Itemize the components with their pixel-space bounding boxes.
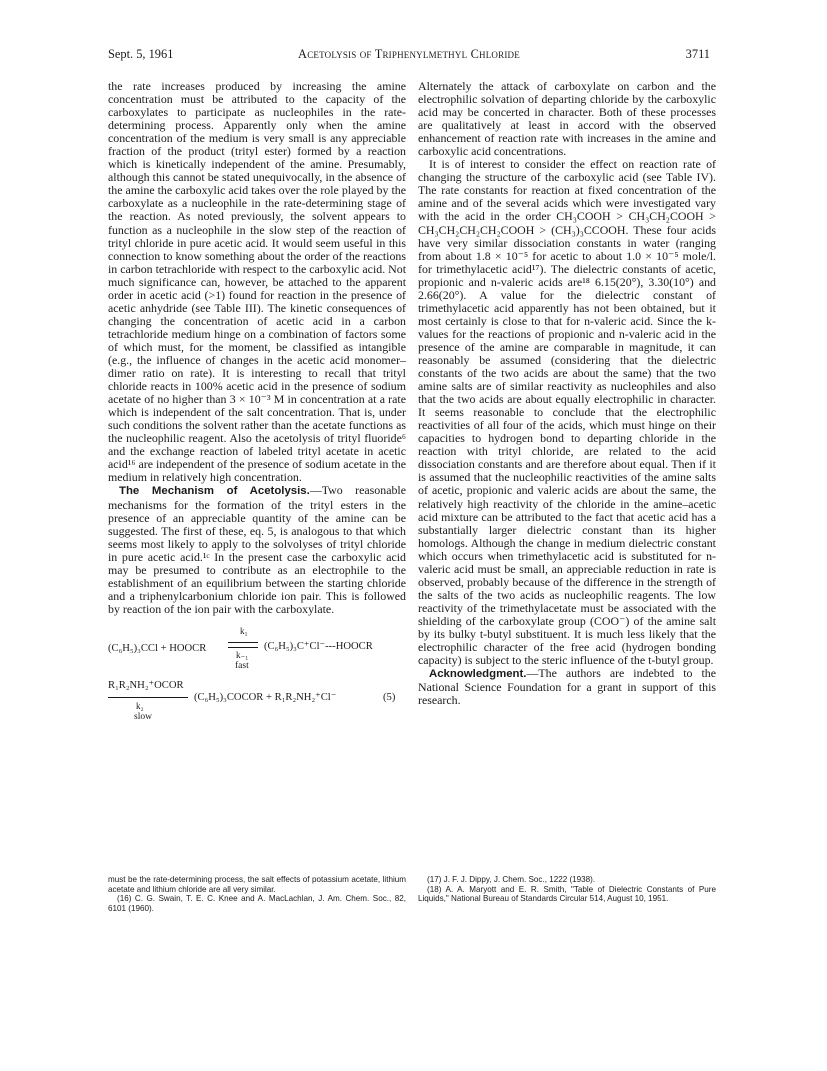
eq-backward-arrow: [228, 647, 258, 648]
eq-products: (C₆H₅)₃COCOR + R₁R₂NH₂⁺Cl⁻: [194, 691, 337, 703]
eq-slow: slow: [134, 711, 152, 722]
page-number: 3711: [685, 47, 710, 61]
eq-ion-pair: (C₆H₅)₃C⁺Cl⁻---HOOCR: [264, 640, 373, 652]
left-footnotes: [108, 875, 406, 913]
footnote-16: (16) C. G. Swain, T. E. C. Knee and A. MacLachlan, J. Am. Chem. Soc., 82, 6101 (1960).: [108, 894, 406, 913]
eq-slow-arrow: [108, 697, 188, 698]
right-column: [418, 80, 716, 707]
eq-kminus1: k₋₁: [236, 649, 249, 660]
mechanism-text: —Two reasonable mechanisms for the formation of the trityl esters in the presence of an appreciable quantity of the amine can be suggested. The first of these, eq. 5, is analogous to that which seems most likely to apply to the solvolyses of trityl chloride in pure acetic acid.¹ᶜ In the present case the carboxylic acid may be presumed to contribute as an electrophile to the establishment of an equilibrium between the starting chloride and a triphenylcarbonium chloride ion pair. This is followed by reaction of the ion pair with the carboxylate.: [108, 483, 406, 616]
left-paragraph-1: the rate increases produced by increasing the amine concentration must be attributed to the capacity of the carboxylates to participate as nucleophiles in the rate-determining process. Apparently only when the amine concentration of the medium is very small is any appreciable fraction of the product (trityl ester) formed by a reaction which is kinetically independent of the amine. Presumably, although this cannot be stated unequivocally, in the absence of the amine the carboxylic acid takes over the role played by the carboxylate as a nucleophile in the rate-determining stage of the reaction. As noted previously, the solvent appears to function as a nucleophile in the slow step of the reaction of trityl chloride in pure acetic acid. It would seem useful in this connection to know something about the order of the reactions in carbon tetrachloride with respect to the carboxylic acid. Not much significance can, however, be attached to the apparent order in acetic acid (>1) found for reaction in the presence of acetic anhydride (see Table III). The kinetic consequences of changing the concentration of acetic acid in a carbon tetrachloride medium hinge on a combination of factors some of which must, for the moment, be classified as intangible (e.g., the influence of changes in the acetic acid monomer–dimer ratio on rate). It is interesting to recall that trityl chloride reacts in 100% acetic acid in the presence of sodium acetate of no higher than 3 × 10⁻³ M in concentration at a rate which is independent of the salt concentration. That is, under such conditions the solvent rather than the acetate functions as the nucleophilic reagent. Also the acetolysis of trityl fluoride⁶ and the exchange reaction of labeled trityl acetate in acetic acid¹⁶ are independent of the presence of sodium acetate in the medium in relatively high concentration.: [108, 79, 406, 485]
mechanism-paragraph: [108, 484, 406, 615]
header-title: Acetolysis of Triphenylmethyl Chloride: [298, 47, 520, 61]
equation-5-step-2: [108, 679, 406, 725]
footnote-18: (18) A. A. Maryott and E. R. Smith, "Table of Dielectric Constants of Pure Liquids," National Bureau of Standards Circular 514, August 10, 1951.: [418, 884, 716, 904]
left-footnote-rule: [108, 871, 406, 872]
eq-fast: fast: [235, 660, 249, 671]
right-footnotes: [418, 875, 716, 904]
right-paragraph-2: It is of interest to consider the effect on reaction rate of changing the structure of the carboxylic acid (see Table IV). The rate constants for reaction at fixed concentration of the amine and of the several acids which were investigated vary with the acid in the order CH₃COOH > CH₃CH₂COOH > CH₃CH₂CH₂CH₂COOH > (CH₃)₃CCOOH. These four acids have very similar dissociation constants in water (ranging from about 1.8 × 10⁻⁵ for acetic to about 1.0 × 10⁻⁵ mole/l. for trimethylacetic acid¹⁷). The dielectric constants of acetic, propionic and n-valeric acids are¹⁸ 6.15(20°), 3.30(10°) and 2.66(20°). A value for the dielectric constant of trimethylacetic acid apparently has not been obtained, but it most certainly is close to that for n-valeric acid. Since the k-values for the reactions of propionic and n-valeric acid in the presence of the amine are comparable in magnitude, it can reasonably be assumed (considering that the dielectric constants of the two acids are about the same) that the two amine salts are of similar reactivity as nucleophiles and also that the two acids are about equally electrophilic in character. It seems reasonable to conclude that the electrophilic reactivities of all four of the acids, which must hinge on their capacities to hydrogen bond to departing chloride in the reaction with trityl chloride, are related to the acid dissociation constants and are therefore about equal. Then if it is assumed that the nucleophilic reactivities of the amine salts of acetic, propionic and valeric acids are about the same, the relatively high reactivity of the chloride in the amine–acetic acid mixture can be attributed to the fact that acetic acid has a substantially larger dielectric constant than its higher homologs. Although the change in medium dielectric constant which occurs when trimethylacetic acid is substituted for n-valeric acid must be small, an appreciable reduction in rate is observed, probably because of the difference in the strength of the salts of the two acids as nucleophilic reagents. The low reactivity of the trimethylacetate must be associated with the shielding of the carboxylate group (COO⁻) of the amine salt by its bulky t-butyl substituent. It is much less likely that the electrophilic character of the free acid (hydrogen bonding capacity) is subject to the steric influence of the t-butyl group.: [418, 157, 716, 668]
eq-k2: k₂: [136, 700, 144, 711]
header-date: Sept. 5, 1961: [108, 47, 174, 61]
mechanism-heading: The Mechanism of Acetolysis.: [119, 485, 310, 498]
acknowledgment-paragraph: [418, 667, 716, 707]
eq-number: (5): [383, 691, 396, 703]
right-paragraph-1: Alternately the attack of carboxylate on carbon and the electrophilic solvation of departing chloride by the carboxylic acid may be concerted in character. Both of these processes are qualitatively at least in accord with the observed enhancement of reaction rate with increases in the amine and carboxylic acid concentrations.: [418, 79, 716, 159]
eq-k1: k₁: [240, 625, 248, 636]
eq-forward-arrow: [228, 642, 258, 643]
footnote-continued: must be the rate-determining process, the salt effects of potassium acetate, lithium acetate and lithium chloride are all very similar.: [108, 875, 406, 894]
equation-5-step-1: [108, 623, 406, 673]
left-column: [108, 80, 406, 725]
running-header: [108, 47, 710, 65]
ack-text: —The authors are indebted to the National Science Foundation for a grant in support of this research.: [418, 666, 716, 708]
eq-reactants: (C₆H₅)₃CCl + HOOCR: [108, 642, 207, 654]
eq-salt: R₁R₂NH₂⁺OCOR: [108, 679, 184, 691]
ack-heading: Acknowledgment.: [429, 668, 527, 681]
footnote-17: (17) J. F. J. Dippy, J. Chem. Soc., 1222 (1938).: [427, 875, 596, 884]
